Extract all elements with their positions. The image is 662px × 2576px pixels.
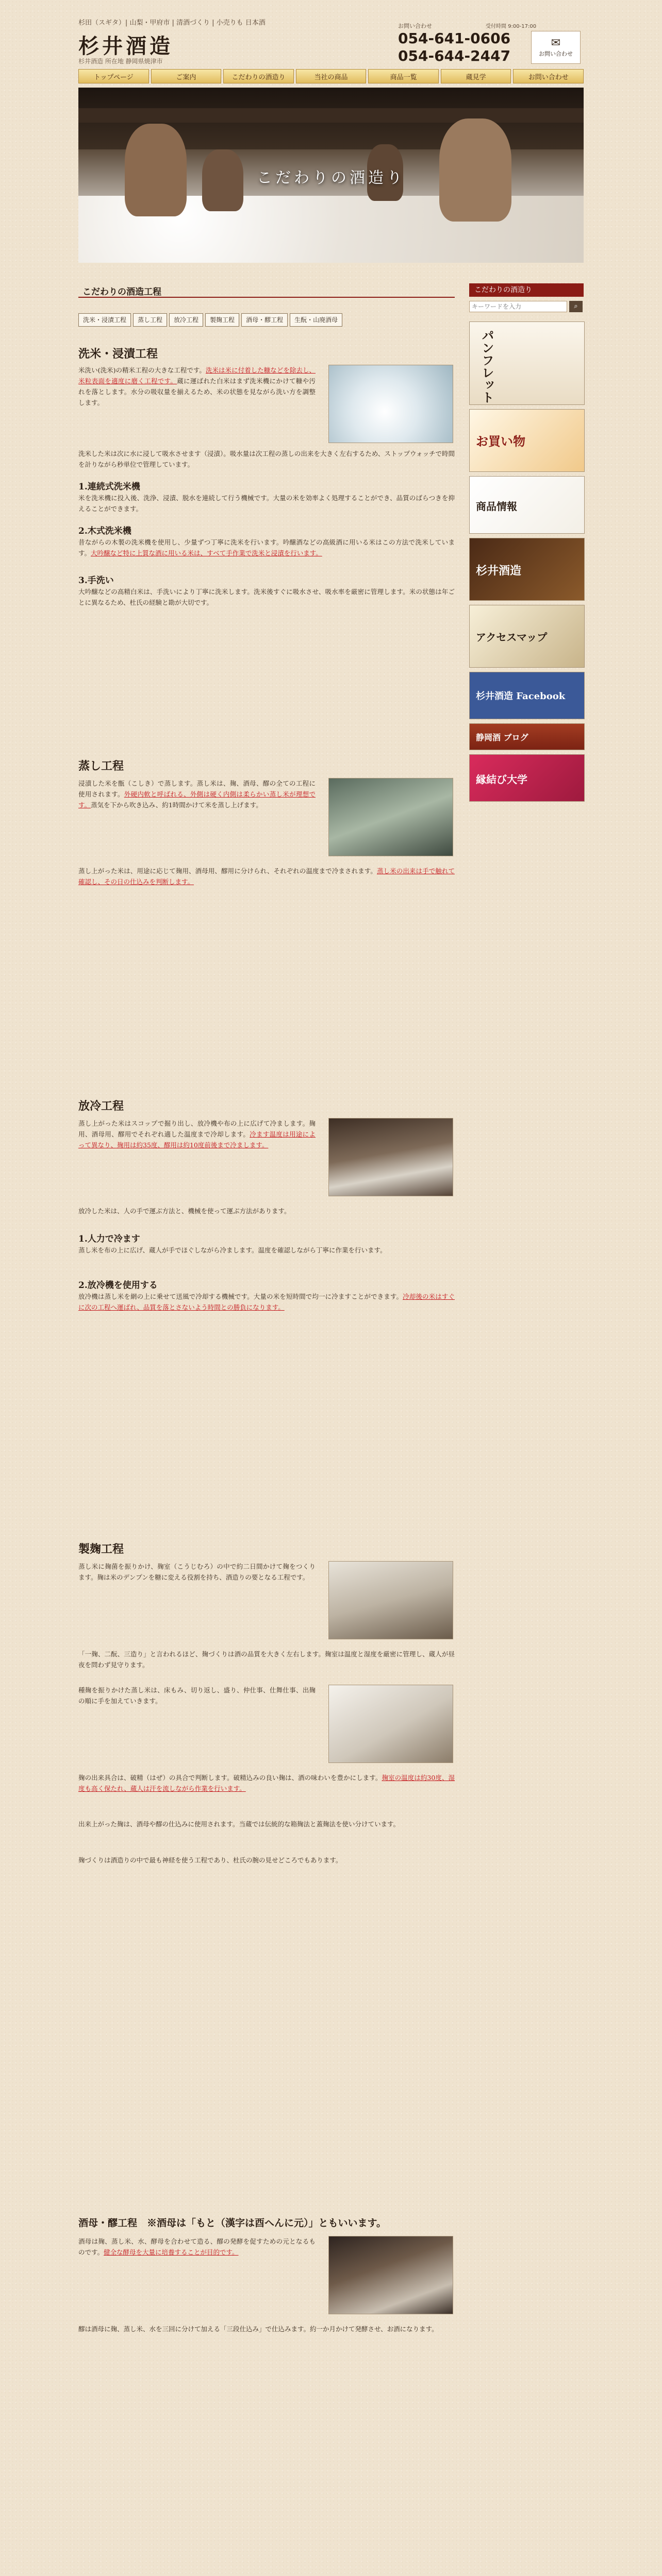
banner-sugii[interactable] [469, 538, 585, 601]
subnav-horei[interactable]: 放冷工程 [169, 313, 203, 327]
section-title-horei: 放冷工程 [78, 1099, 124, 1113]
site-header [78, 19, 584, 68]
horei-sub2-p: 放冷機は蒸し米を網の上に乗せて送風で冷却する機械です。大量の米を短時間で均一に冷ますことができます。冷却後の米はすぐに次の工程へ運ばれ、品質を落とさないよう時間との勝負になります。 [78, 1293, 455, 1311]
senmai-p1: 米洗い(洗米)の精米工程の大きな工程です。洗米は米に付着した糠などを除去し、米粒表面を適度に磨く工程です。蔵に運ばれた白米はまず洗米機にかけて糠や汚れを落とします。水分の吸収量を揃えるため、米の状態を見ながら洗い方を調整します。 [78, 366, 316, 406]
banner-product-info-label: 商品情報 [476, 500, 517, 513]
senmai-p2: 洗米した米は次に水に浸して吸水させます（浸漬）。吸水量は次工程の蒸しの出来を大きく左右するため、ストップウォッチで時間を計りながら秒単位で管理しています。 [78, 450, 455, 468]
banner-pamphlet[interactable] [469, 321, 585, 405]
horei-p1: 蒸し上がった米はスコップで掘り出し、放冷機や布の上に広げて冷まします。麹用、酒母用、醪用でそれぞれ適した温度まで冷却します。冷ます温度は用途によって異なり、麹用は約35度、醪用は約10度前後まで冷まします。 [78, 1120, 316, 1149]
nav-item-products[interactable]: 当社の商品 [296, 69, 367, 83]
page-title-bar [78, 283, 455, 298]
senmai-sub3-p: 大吟醸などの高精白米は、手洗いにより丁寧に洗米します。洗米後すぐに吸水させ、吸水率を厳密に管理します。米の状態は年ごとに異なるため、杜氏の経験と勘が大切です。 [78, 588, 455, 606]
senmai-sub3: 3.手洗い [78, 575, 114, 586]
page-title: こだわりの酒造工程 [82, 287, 161, 297]
senmai-sub2: 2.木式洗米機 [78, 526, 131, 536]
banner-shopping-label: お買い物 [476, 434, 525, 449]
seikiku-p5: 出来上がった麹は、酒母や醪の仕込みに使用されます。当蔵では伝統的な箱麹法と蓋麹法を使い分けています。 [78, 1820, 400, 1828]
section-title-mushi: 蒸し工程 [78, 759, 124, 773]
banner-blog[interactable] [469, 723, 585, 750]
subnav-kimoto[interactable]: 生酛・山廃酒母 [290, 313, 342, 327]
nav-item-top[interactable]: トップページ [78, 69, 149, 83]
hero-image [78, 88, 584, 263]
seikiku-photo-1 [328, 1561, 453, 1639]
seikiku-p6: 麹づくりは酒造りの中で最も神経を使う工程であり、杜氏の腕の見せどころでもあります。 [78, 1856, 342, 1864]
hero-title: こだわりの酒造り [257, 169, 405, 187]
banner-sugii-label: 杉井酒造 [476, 564, 522, 578]
subnav-shubo[interactable]: 酒母・醪工程 [241, 313, 288, 327]
mushi-p1: 浸漬した米を甑（こしき）で蒸します。蒸し米は、麹、酒母、醪の全ての工程に使用されます。外硬内軟と呼ばれる、外側は硬く内側は柔らかい蒸し米が理想です。蒸気を下から吹き込み、約1時間かけて米を蒸し上げます。 [78, 779, 316, 809]
section-title-shubo: 酒母・醪工程 ※酒母は「もと（漢字は酉へんに元）」ともいいます。 [78, 2217, 386, 2229]
banner-shopping[interactable] [469, 409, 585, 472]
horei-p2: 放冷した米は、人の手で運ぶ方法と、機械を使って運ぶ方法があります。 [78, 1207, 291, 1215]
horei-sub1-p: 蒸し米を布の上に広げ、蔵人が手でほぐしながら冷まします。温度を確認しながら丁寧に作業を行います。 [78, 1246, 387, 1254]
nav-item-catalog[interactable]: 商品一覧 [368, 69, 439, 83]
horei-sub2: 2.放冷機を使用する [78, 1280, 158, 1291]
senmai-sub1-p: 米を洗米機に投入後、洗浄、浸漬、脱水を連続して行う機械です。大量の米を効率よく処理することができ、品質のばらつきを抑えることができます。 [78, 494, 455, 513]
senmai-sub2-p: 昔ながらの木製の洗米機を使用し、少量ずつ丁寧に洗米を行います。吟醸酒などの高級酒に用いる米はこの方法で洗米しています。大吟醸など特に上質な酒に用いる米は、すべて手作業で洗米と浸漬を行います。 [78, 538, 455, 557]
seikiku-photo-2 [328, 1685, 453, 1763]
nav-item-brewing[interactable]: こだわりの酒造り [223, 69, 294, 83]
phone-number-2[interactable]: 054-644-2447 [398, 47, 511, 64]
banner-facebook-label: 杉井酒造 Facebook [476, 691, 566, 702]
mushi-p2: 蒸し上がった米は、用途に応じて麹用、酒母用、醪用に分けられ、それぞれの温度まで冷まされます。蒸し米の出来は手で触れて確認し、その日の仕込みを判断します。 [78, 867, 455, 886]
subnav-seikiku[interactable]: 製麹工程 [205, 313, 239, 327]
sidebar [469, 283, 584, 953]
banner-blog-label: 静岡酒 ブログ [476, 733, 528, 742]
senmai-photo [328, 365, 453, 443]
seikiku-p2: 「一麹、二酛、三造り」と言われるほど、麹づくりは酒の品質を大きく左右します。麹室は温度と湿度を厳密に管理し、蔵人が昼夜を問わず見守ります。 [78, 1650, 455, 1669]
horei-photo [328, 1118, 453, 1196]
hours-text: 受付時間 9:00-17:00 [486, 24, 537, 29]
nav-item-contact[interactable]: お問い合わせ [513, 69, 584, 83]
tel-label: お問い合わせ [398, 23, 432, 29]
banner-enmusubi[interactable] [469, 754, 585, 802]
main-content [78, 283, 455, 2576]
site-logo[interactable]: 杉井酒造 [78, 34, 173, 58]
horei-sub1: 1.人力で冷ます [78, 1234, 140, 1244]
banner-pamphlet-label: パンフレット [479, 329, 494, 403]
contact-button[interactable] [531, 31, 581, 64]
section-title-senmai: 洗米・浸漬工程 [78, 347, 158, 361]
seikiku-p1: 蒸し米に麹菌を振りかけ、麹室（こうじむろ）の中で約二日間かけて麹をつくります。麹は米のデンプンを糖に変える役割を持ち、酒造りの要となる工程です。 [78, 1563, 316, 1581]
banner-product-info[interactable] [469, 476, 585, 534]
mail-icon: ✉ [551, 37, 561, 49]
seikiku-p4: 麹の出来具合は、破精（はぜ）の具合で判断します。破精込みの良い麹は、酒の味わいを豊かにします。麹室の温度は約30度、湿度も高く保たれ、蔵人は汗を流しながら作業を行います。 [78, 1774, 455, 1792]
mushi-photo [328, 778, 453, 856]
banner-access-map-label: アクセスマップ [476, 631, 548, 643]
shubo-photo [328, 2236, 453, 2314]
section-subnav [78, 313, 455, 328]
phone-number-1[interactable]: 054-641-0606 [398, 30, 511, 47]
subnav-senmai[interactable]: 洗米・浸漬工程 [78, 313, 131, 327]
seikiku-p3: 種麹を振りかけた蒸し米は、床もみ、切り返し、盛り、仲仕事、仕舞仕事、出麹の順に手を加えていきます。 [78, 1686, 316, 1705]
subnav-mushi[interactable]: 蒸し工程 [133, 313, 167, 327]
header-contact [398, 22, 584, 63]
section-title-seikiku: 製麹工程 [78, 1543, 124, 1556]
senmai-sub1: 1.連続式洗米機 [78, 482, 140, 492]
sidebar-search [469, 301, 584, 314]
header-tagline: 杉田（スギタ）| 山梨・甲府市 | 清酒づくり | 小売りも 日本酒 [78, 19, 266, 27]
banner-facebook[interactable] [469, 672, 585, 719]
shubo-p1: 酒母は麹、蒸し米、水、酵母を合わせて造る、醪の発酵を促すための元となるものです。健全な酵母を大量に培養することが目的です。 [78, 2238, 316, 2256]
brand-subtitle: 杉井酒造 所在地 静岡県焼津市 [78, 58, 163, 65]
search-icon[interactable]: ⌕ [569, 301, 583, 312]
search-input[interactable] [469, 301, 567, 312]
sidebar-title: こだわりの酒造り [469, 283, 584, 297]
global-nav [78, 69, 584, 83]
nav-item-guide[interactable]: ご案内 [151, 69, 222, 83]
nav-item-tour[interactable]: 蔵見学 [441, 69, 511, 83]
shubo-p2: 醪は酒母に麹、蒸し米、水を三回に分けて加える「三段仕込み」で仕込みます。約一か月かけて発酵させ、お酒になります。 [78, 2325, 438, 2333]
contact-button-label: お問い合わせ [539, 50, 573, 57]
banner-enmusubi-label: 縁結び大学 [476, 773, 527, 786]
banner-access-map[interactable] [469, 605, 585, 668]
